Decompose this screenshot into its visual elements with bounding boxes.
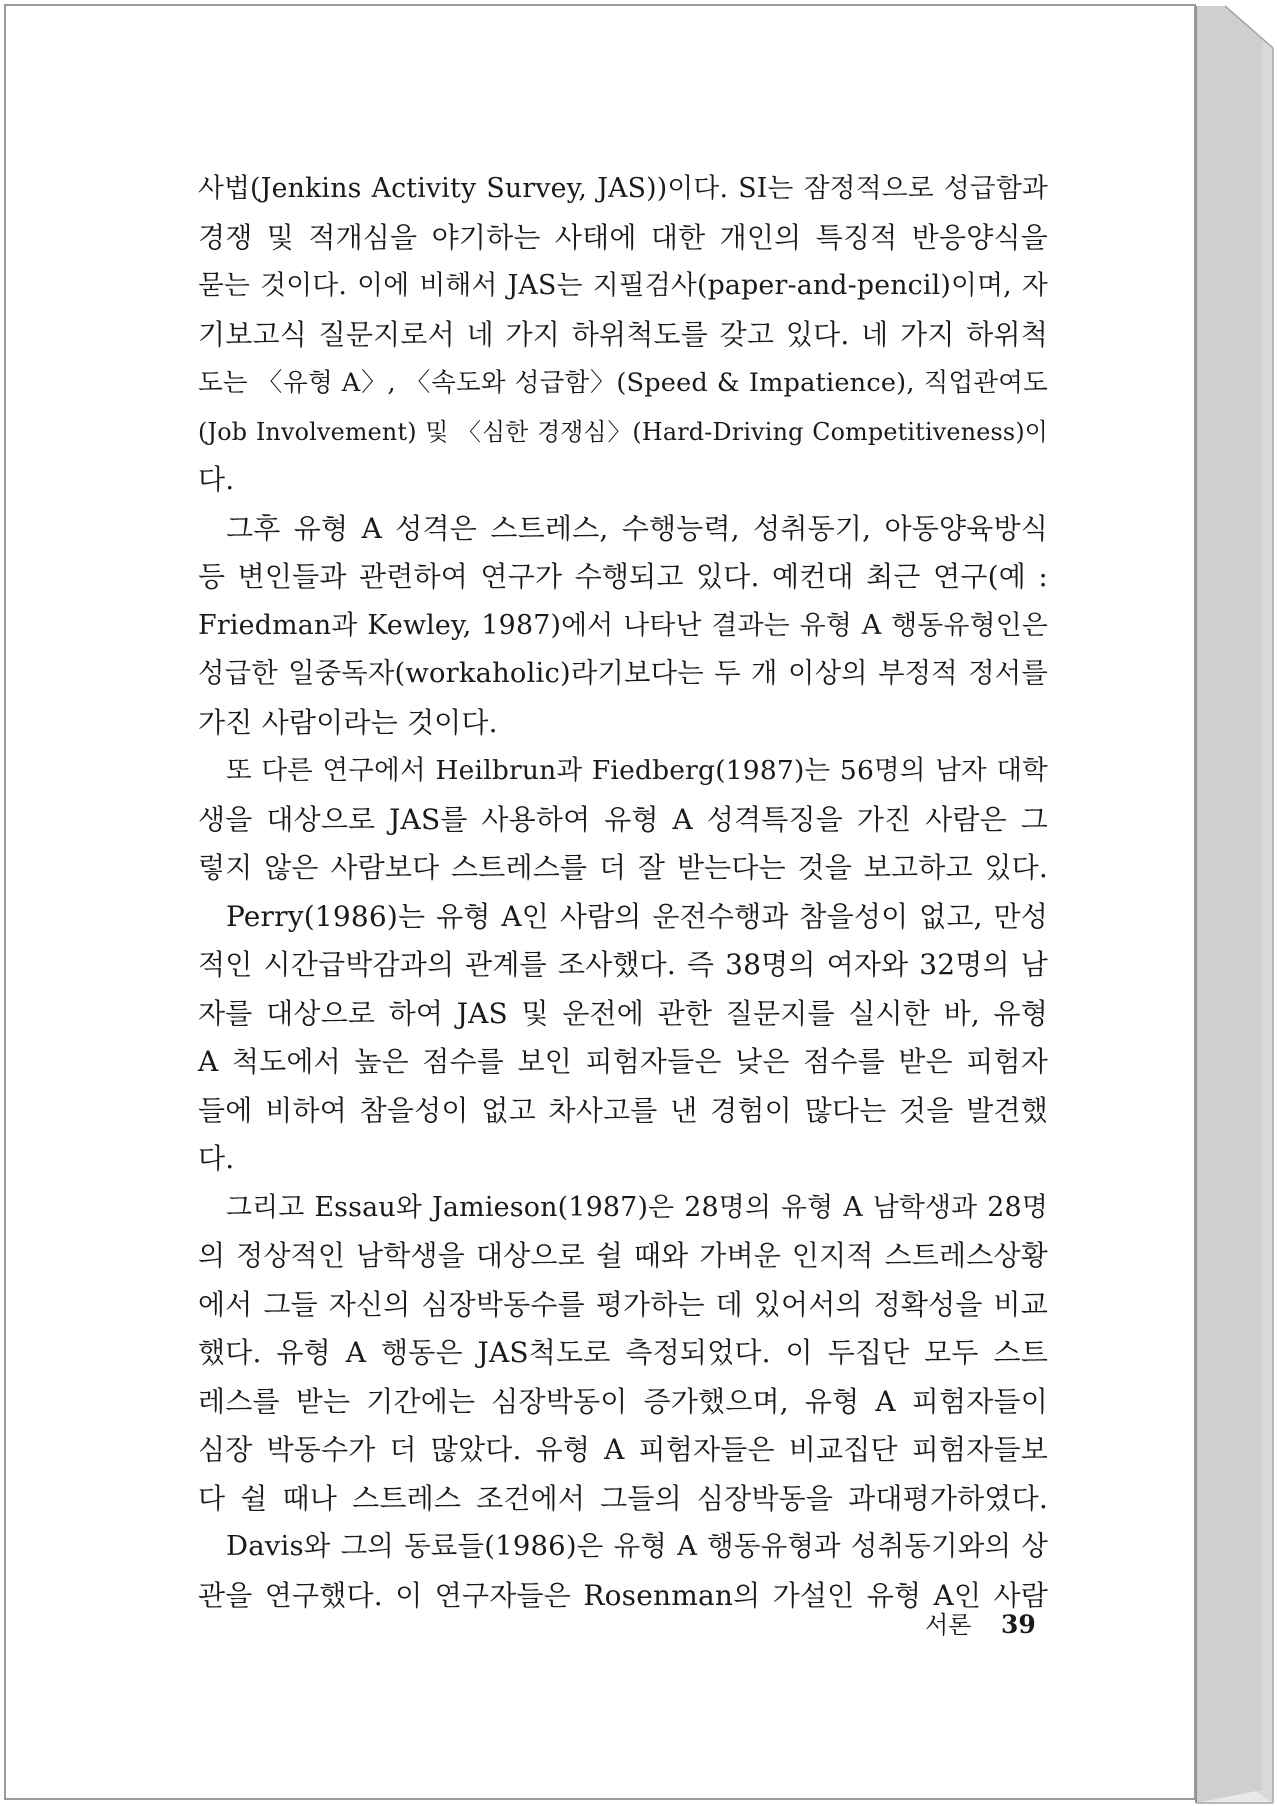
text-line: 사법(Jenkins Activity Survey, JAS))이다. SI는 잠정적으로 성급함과 bbox=[198, 173, 1048, 204]
text-line: A 척도에서 높은 점수를 보인 피험자들은 낮은 점수를 받은 피험자 bbox=[198, 1045, 1048, 1078]
page-footer bbox=[925, 1605, 1125, 1645]
text-line: Friedman과 Kewley, 1987)에서 나타난 결과는 유형 A 행동유형인은 bbox=[198, 609, 1048, 641]
text-line: 생을 대상으로 JAS를 사용하여 유형 A 성격특징을 가진 사람은 그 bbox=[198, 802, 1048, 836]
text-line: 심장 박동수가 더 많았다. 유형 A 피험자들은 비교집단 피험자들보 bbox=[198, 1433, 1048, 1466]
text-line: Perry(1986)는 유형 A인 사람의 운전수행과 참을성이 없고, 만성 bbox=[226, 899, 1048, 933]
text-line: 에서 그들 자신의 심장박동수를 평가하는 데 있어서의 정확성을 비교 bbox=[198, 1287, 1048, 1321]
text-line: 했다. 유형 A 행동은 JAS척도로 측정되었다. 이 두집단 모두 스트 bbox=[198, 1336, 1048, 1369]
text-line: 도는 〈유형 A〉, 〈속도와 성급함〉(Speed & Impatience), 직업관여도 bbox=[198, 368, 1048, 398]
text-line: 그후 유형 A 성격은 스트레스, 수행능력, 성취동기, 아동양육방식 bbox=[226, 511, 1048, 545]
text-line: 또 다른 연구에서 Heilbrun과 Fiedberg(1987)는 56명의 남자 대학 bbox=[226, 755, 1048, 786]
text-line: 기보고식 질문지로서 네 가지 하위척도를 갖고 있다. 네 가지 하위척 bbox=[198, 317, 1048, 351]
text-line: 그리고 Essau와 Jamieson(1987)은 28명의 유형 A 남학생과 28명 bbox=[226, 1191, 1048, 1223]
text-line: (Job Involvement) 및 〈심한 경쟁심〉(Hard-Driving Competitiveness)이 bbox=[198, 417, 1048, 446]
text-line: 들에 비하여 참을성이 없고 차사고를 낸 경험이 많다는 것을 발견했 bbox=[198, 1093, 1048, 1127]
body-text bbox=[198, 165, 1048, 1620]
text-line: 렇지 않은 사람보다 스트레스를 더 잘 받는다는 것을 보고하고 있다. bbox=[198, 851, 1048, 884]
page-number: 39 bbox=[1001, 1610, 1036, 1639]
text-line: 다 쉴 때나 스트레스 조건에서 그들의 심장박동을 과대평가하였다. bbox=[198, 1481, 1048, 1515]
text-line: Davis와 그의 동료들(1986)은 유형 A 행동유형과 성취동기와의 상 bbox=[226, 1531, 1048, 1562]
text-line: 관을 연구했다. 이 연구자들은 Rosenman의 가설인 유형 A인 사람 bbox=[198, 1578, 1048, 1612]
text-line: 경쟁 및 적개심을 야기하는 사태에 대한 개인의 특징적 반응양식을 bbox=[198, 220, 1048, 254]
text-line: 성급한 일중독자(workaholic)라기보다는 두 개 이상의 부정적 정서를 bbox=[198, 658, 1048, 689]
text-line: 레스를 받는 기간에는 심장박동이 증가했으며, 유형 A 피험자들이 bbox=[198, 1384, 1048, 1418]
text-line: 적인 시간급박감과의 관계를 조사했다. 즉 38명의 여자와 32명의 남 bbox=[198, 948, 1048, 981]
text-line: 자를 대상으로 하여 JAS 및 운전에 관한 질문지를 실시한 바, 유형 bbox=[198, 996, 1048, 1030]
running-section-title: 서론 bbox=[925, 1611, 972, 1639]
text-line: 등 변인들과 관련하여 연구가 수행되고 있다. 예컨대 최근 연구(예 : bbox=[198, 560, 1048, 593]
text-line: 다. bbox=[198, 463, 235, 496]
text-line: 가진 사람이라는 것이다. bbox=[198, 705, 498, 739]
text-line: 의 정상적인 남학생을 대상으로 쉴 때와 가벼운 인지적 스트레스상황 bbox=[198, 1239, 1048, 1272]
text-line: 묻는 것이다. 이에 비해서 JAS는 지필검사(paper-and-pencil)이며, 자 bbox=[198, 270, 1048, 301]
text-line: 다. bbox=[198, 1142, 235, 1175]
